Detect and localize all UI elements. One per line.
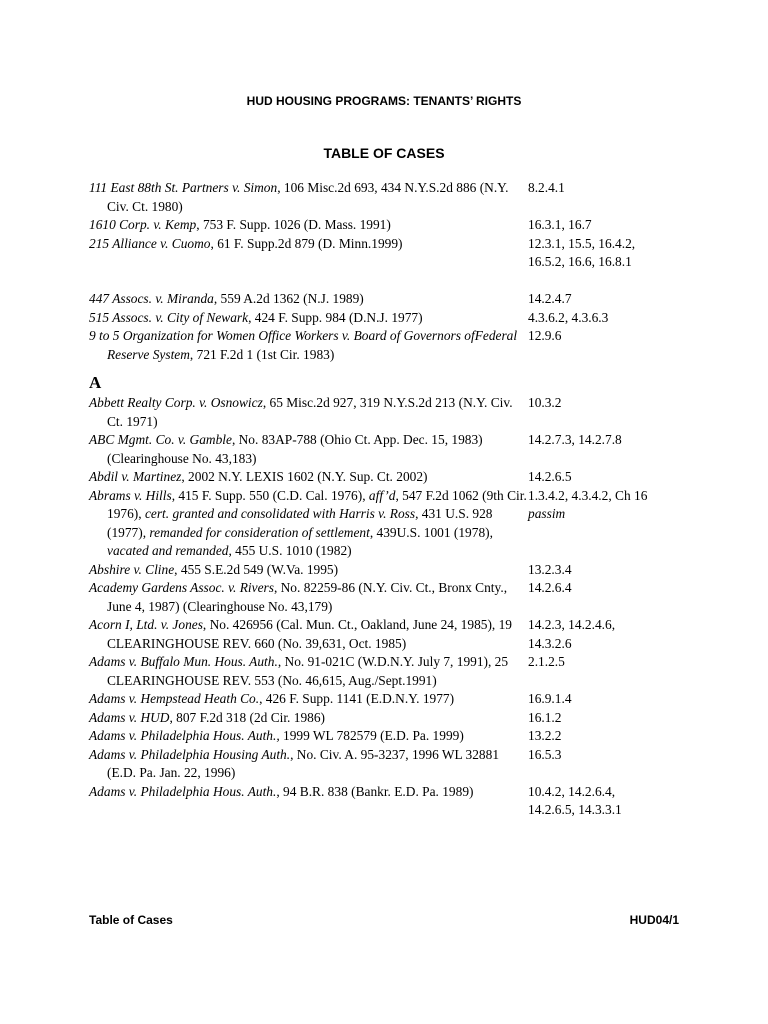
reference-numbers: 12.3.1, 15.5, 16.4.2, 16.5.2, 16.6, 16.8.1 (528, 235, 636, 269)
case-entry (89, 690, 689, 709)
section-reference (528, 487, 689, 561)
footer-left: Table of Cases (89, 913, 173, 927)
section-reference (528, 431, 689, 468)
case-entry (89, 709, 689, 728)
case-entry (89, 746, 689, 783)
case-entry (89, 309, 689, 328)
section-reference (528, 235, 689, 272)
case-name: Adams v. Philadelphia Hous. Auth., (89, 728, 280, 743)
case-cite: , 61 F. Supp.2d 879 (D. Minn.1999) (210, 235, 403, 251)
case-entry (89, 579, 689, 616)
section-reference (528, 709, 689, 728)
case-name: Abshire v. Cline (89, 561, 175, 577)
case-name: Acorn I, Ltd. v. Jones (89, 617, 203, 632)
section-reference (528, 616, 689, 653)
case-citation (89, 561, 528, 580)
case-entry (89, 179, 689, 216)
case-history-italic: vacated and remanded (107, 543, 229, 558)
case-cite: , 65 Misc.2d 927, 319 N.Y.S.2d 213 (N.Y. Civ. Ct. 1971) (107, 395, 513, 429)
case-citation (89, 579, 528, 616)
reference-numbers: 12.9.6 (528, 328, 562, 343)
case-name: ABC Mgmt. Co. v. Gamble (89, 432, 232, 447)
section-reference (528, 653, 689, 690)
case-entry (89, 653, 689, 690)
reference-numbers: 16.3.1, 16.7 (528, 217, 592, 232)
case-entry (89, 327, 689, 364)
reference-numbers: 14.2.3, 14.2.4.6, 14.3.2.6 (528, 617, 616, 651)
page-footer (89, 913, 679, 927)
case-citation (89, 327, 528, 364)
section-reference (528, 290, 689, 309)
section-reference (528, 179, 689, 216)
section-reference (528, 727, 689, 746)
case-citation (89, 394, 528, 431)
case-citation (89, 290, 528, 309)
table-of-cases (89, 179, 689, 820)
case-cite: , No. 82259-86 (N.Y. Civ. Ct., Bronx Cnty., June 4, 1987) (Clearinghouse No. 43,179) (107, 580, 508, 614)
case-name: Adams v. Buffalo Mun. Hous. Auth. (89, 654, 278, 669)
case-citation (89, 487, 528, 561)
section-reference (528, 327, 689, 364)
case-entry (89, 727, 689, 746)
case-cite: , 424 F. Supp. 984 (D.N.J. 1977) (248, 309, 423, 325)
case-history-italic: cert. granted and consolidated with Harris v. Ross (144, 506, 416, 521)
case-name: 447 Assocs. v. Miranda (89, 291, 214, 306)
case-name: 9 to 5 Organization for Women Office Workers v. Board of Governors ofFederal Reserve System (89, 328, 518, 362)
reference-numbers: 14.2.6.5 (528, 469, 572, 484)
reference-numbers: 8.2.4.1 (528, 180, 565, 195)
case-cite: , 753 F. Supp. 1026 (D. Mass. 1991) (196, 217, 391, 232)
reference-numbers: 4.3.6.2, 4.3.6.3 (528, 309, 609, 325)
case-entry (89, 290, 689, 309)
case-cite: , 455 S.E.2d 549 (W.Va. 1995) (174, 561, 339, 577)
case-name: Academy Gardens Assoc. v. Rivers (89, 580, 274, 595)
case-history-text: , 455 U.S. 1010 (1982) (228, 543, 352, 558)
case-cite: , 559 A.2d 1362 (N.J. 1989) (213, 291, 364, 306)
case-citation (89, 783, 528, 820)
case-cite: , No. 83AP-788 (Ohio Ct. App. Dec. 15, 1983) (Clearinghouse No. 43,183) (107, 432, 483, 466)
case-name: Adams v. Philadelphia Housing Auth. (89, 746, 291, 762)
case-name: 215 Alliance v. Cuomo (89, 235, 211, 251)
case-citation (89, 616, 528, 653)
reference-numbers: 13.2.3.4 (528, 561, 572, 577)
case-cite: 1999 WL 782579 (E.D. Pa. 1999) (279, 728, 464, 743)
case-name: 111 East 88th St. Partners v. Simon (89, 180, 278, 195)
case-history-text: , 439U.S. 1001 (1978), (369, 524, 493, 540)
section-reference (528, 468, 689, 487)
section-reference (528, 690, 689, 709)
case-citation (89, 690, 528, 709)
case-entry (89, 783, 689, 820)
section-reference (528, 394, 689, 431)
reference-numbers: 2.1.2.5 (528, 654, 565, 669)
reference-numbers: 16.1.2 (528, 709, 562, 725)
case-cite: , 721 F.2d 1 (1st Cir. 1983) (189, 346, 335, 362)
case-citation (89, 746, 528, 783)
case-entry (89, 561, 689, 580)
reference-numbers: 10.3.2 (528, 395, 562, 410)
case-name: 1610 Corp. v. Kemp (89, 217, 197, 232)
case-citation (89, 235, 528, 272)
case-name: Adams v. HUD (89, 709, 170, 725)
case-cite: , 426 F. Supp. 1141 (E.D.N.Y. 1977) (259, 691, 455, 706)
section-letter: A (89, 373, 102, 392)
case-cite: , No. Civ. A. 95-3237, 1996 WL 32881 (E.D. Pa. Jan. 22, 1996) (107, 746, 500, 780)
case-cite: , 2002 N.Y. LEXIS 1602 (N.Y. Sup. Ct. 2002) (181, 469, 428, 484)
reference-numbers: 10.4.2, 14.2.6.4, 14.2.6.5, 14.3.3.1 (528, 783, 622, 817)
case-cite: , 415 F. Supp. 550 (C.D. Cal. 1976), (171, 487, 369, 503)
case-cite: , 94 B.R. 838 (Bankr. E.D. Pa. 1989) (276, 783, 474, 799)
reference-numbers: 14.2.4.7 (528, 291, 572, 306)
case-cite: , 807 F.2d 318 (2d Cir. 1986) (169, 709, 325, 725)
case-name: Abrams v. Hills (89, 487, 172, 503)
case-name: Abdil v. Martinez (89, 469, 182, 484)
case-citation (89, 309, 528, 328)
document-title: HUD HOUSING PROGRAMS: TENANTS’ RIGHTS (246, 94, 522, 108)
section-reference (528, 783, 689, 820)
case-name: Adams v. Hempstead Heath Co. (89, 691, 260, 706)
reference-numbers: 16.9.1.4 (528, 691, 572, 706)
case-entry (89, 216, 689, 235)
case-history-text: , 547 F.2d 1062 (9th Cir. 1976), (107, 487, 527, 521)
section-reference (528, 216, 689, 235)
reference-numbers: 14.2.6.4 (528, 580, 572, 595)
case-entry (89, 235, 689, 272)
case-entry (89, 616, 689, 653)
case-citation (89, 468, 528, 487)
case-name: 515 Assocs. v. City of Newark (89, 309, 249, 325)
spacer (89, 272, 689, 291)
section-reference (528, 309, 689, 328)
case-entry (89, 431, 689, 468)
section-reference (528, 561, 689, 580)
case-history-italic: remanded for consideration of settlement (149, 524, 370, 540)
reference-numbers: 14.2.7.3, 14.2.7.8 (528, 432, 622, 447)
case-cite: , No. 91-021C (W.D.N.Y. July 7, 1991), 25 CLEARINGHOUSE REV. 553 (No. 46,615, Aug./Sept.1991) (107, 654, 509, 688)
reference-numbers: 13.2.2 (528, 728, 562, 743)
case-name: Adams v. Philadelphia Hous. Auth. (89, 783, 277, 799)
section-reference (528, 579, 689, 616)
case-citation (89, 709, 528, 728)
case-cite: , 106 Misc.2d 693, 434 N.Y.S.2d 886 (N.Y. Civ. Ct. 1980) (107, 180, 509, 214)
section-heading: TABLE OF CASES (323, 145, 445, 161)
reference-numbers: 1.3.4.2, 4.3.4.2, Ch 16 (528, 487, 648, 503)
case-entry (89, 394, 689, 431)
case-name: Abbett Realty Corp. v. Osnowicz (89, 395, 263, 410)
case-history-text: , 431 U.S. 928 (1977), (107, 506, 493, 540)
footer-right: HUD04/1 (629, 913, 679, 927)
case-history-italic: aff’d (368, 487, 396, 503)
section-reference (528, 746, 689, 783)
case-citation (89, 727, 528, 746)
case-citation (89, 431, 528, 468)
case-cite: , No. 426956 (Cal. Mun. Ct., Oakland, June 24, 1985), 19 CLEARINGHOUSE REV. 660 (No. 39,631, Oct. 1985) (107, 617, 512, 651)
case-entry (89, 468, 689, 487)
reference-passim: passim (528, 506, 566, 521)
case-entry (89, 487, 689, 561)
case-citation (89, 179, 528, 216)
case-citation (89, 216, 528, 235)
reference-numbers: 16.5.3 (528, 746, 562, 762)
case-citation (89, 653, 528, 690)
